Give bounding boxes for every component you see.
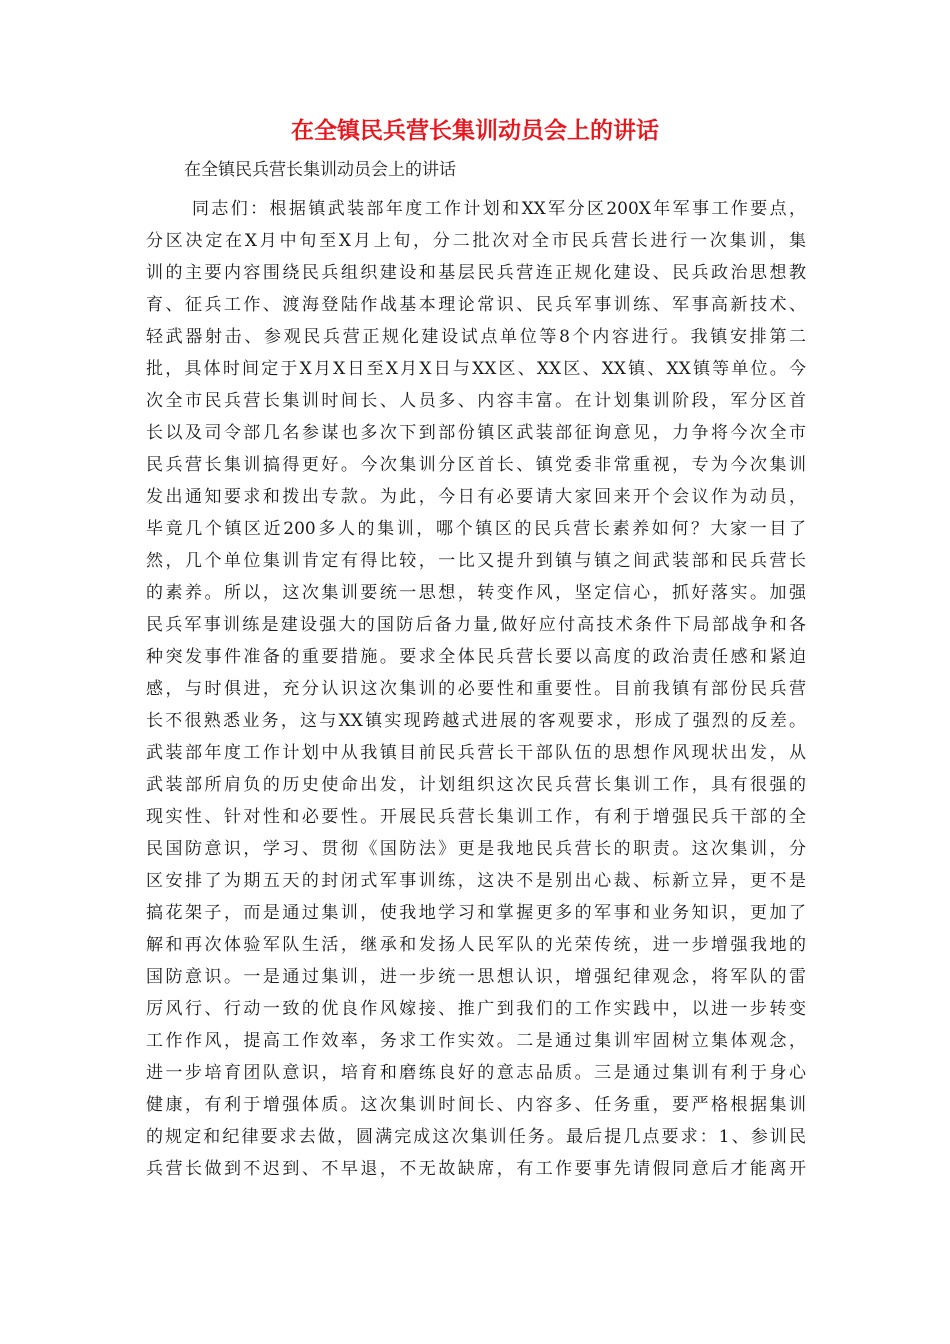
body-line: 进一步培育团队意识，培育和磨练良好的意志品质。三是通过集训有利于身心 xyxy=(146,1063,806,1083)
body-line: 的规定和纪律要求去做，圆满完成这次集训任务。最后提几点要求：1、参训民 xyxy=(146,1127,806,1147)
body-line: 然，几个单位集训肯定有得比较，一比又提升到镇与镇之间武装部和民兵营长 xyxy=(146,551,806,571)
body-line: 健康，有利于增强体质。这次集训时间长、内容多、任务重，要严格根据集训 xyxy=(146,1095,806,1115)
body-line: 轻武器射击、参观民兵营正规化建设试点单位等8个内容进行。我镇安排第二 xyxy=(146,327,806,347)
document-body xyxy=(146,193,806,1185)
document-title: 在全镇民兵营长集训动员会上的讲话 xyxy=(291,118,659,144)
body-line: 次全市民兵营长集训时间长、人员多、内容丰富。在计划集训阶段，军分区首 xyxy=(146,391,806,411)
body-line: 长以及司令部几名参谋也多次下到部份镇区武装部征询意见，力争将今次全市 xyxy=(146,423,806,443)
body-line: 厉风行、行动一致的优良作风嫁接、推广到我们的工作实践中，以进一步转变 xyxy=(146,999,806,1019)
body-line: 长不很熟悉业务，这与XX镇实现跨越式进展的客观要求，形成了强烈的反差。 xyxy=(146,711,806,731)
body-line: 国防意识。一是通过集训，进一步统一思想认识，增强纪律观念，将军队的雷 xyxy=(146,967,806,987)
body-line: 区安排了为期五天的封闭式军事训练，这决不是别出心裁、标新立异，更不是 xyxy=(146,871,806,891)
body-line: 批，具体时间定于X月X日至X月X日与XX区、XX区、XX镇、XX镇等单位。今 xyxy=(146,359,806,379)
body-line: 民兵军事训练是建设强大的国防后备力量,做好应付高技术条件下局部战争和各 xyxy=(146,615,806,635)
body-line: 兵营长做到不迟到、不早退，不无故缺席，有工作要事先请假同意后才能离开 xyxy=(146,1159,806,1179)
body-line: 发出通知要求和拨出专款。为此，今日有必要请大家回来开个会议作为动员， xyxy=(146,487,806,507)
body-line: 种突发事件准备的重要措施。要求全体民兵营长要以高度的政治责任感和紧迫 xyxy=(146,647,806,667)
body-line: 武装部所肩负的历史使命出发，计划组织这次民兵营长集训工作，具有很强的 xyxy=(146,775,806,795)
body-line: 分区决定在X月中旬至X月上旬，分二批次对全市民兵营长进行一次集训，集 xyxy=(146,231,806,251)
body-line: 解和再次体验军队生活，继承和发扬人民军队的光荣传统，进一步增强我地的 xyxy=(146,935,806,955)
body-line: 民兵营长集训搞得更好。今次集训分区首长、镇党委非常重视，专为今次集训 xyxy=(146,455,806,475)
document-subtitle: 在全镇民兵营长集训动员会上的讲话 xyxy=(184,160,456,180)
body-line: 搞花架子，而是通过集训，使我地学习和掌握更多的军事和业务知识，更加了 xyxy=(146,903,806,923)
body-line: 育、征兵工作、渡海登陆作战基本理论常识、民兵军事训练、军事高新技术、 xyxy=(146,295,806,315)
body-line: 武装部年度工作计划中从我镇目前民兵营长干部队伍的思想作风现状出发，从 xyxy=(146,743,806,763)
body-line: 现实性、针对性和必要性。开展民兵营长集训工作，有利于增强民兵干部的全 xyxy=(146,807,806,827)
body-line: 毕竟几个镇区近200多人的集训，哪个镇区的民兵营长素养如何？大家一目了 xyxy=(146,519,806,539)
body-line: 训的主要内容围绕民兵组织建设和基层民兵营连正规化建设、民兵政治思想教 xyxy=(146,263,806,283)
body-line: 的素养。所以，这次集训要统一思想，转变作风，坚定信心，抓好落实。加强 xyxy=(146,583,806,603)
body-line: 同志们：根据镇武装部年度工作计划和XX军分区200X年军事工作要点， xyxy=(192,199,806,219)
body-line: 民国防意识，学习、贯彻《国防法》更是我地民兵营长的职责。这次集训，分 xyxy=(146,839,806,859)
body-line: 感，与时俱进，充分认识这次集训的必要性和重要性。目前我镇有部份民兵营 xyxy=(146,679,806,699)
body-line: 工作作风，提高工作效率，务求工作实效。二是通过集训牢固树立集体观念， xyxy=(146,1031,806,1051)
